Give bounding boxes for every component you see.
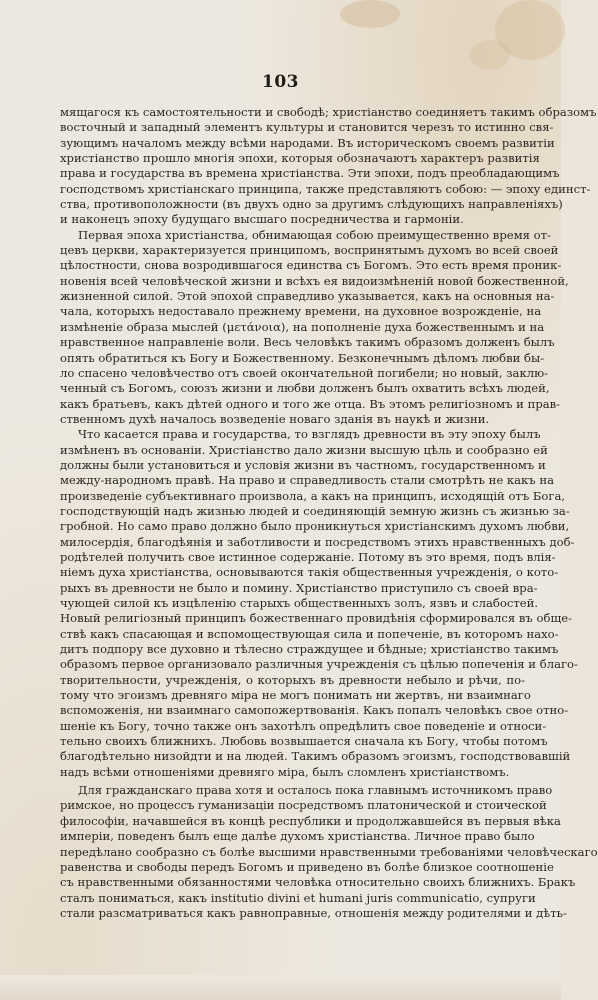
text-line: ства, противоположности (въ двухъ одно за другимъ слѣдующихъ направленіяхъ) bbox=[60, 197, 563, 212]
text-line: рыхъ въ древности не было и помину. Христіанство приступило съ своей вра- bbox=[60, 580, 538, 595]
text-line: тому что эгоизмъ древняго міра не могъ понимать ни жертвъ, ни взаимнаго bbox=[60, 688, 531, 703]
text-line: господствомъ христіанскаго принципа, также представляютъ собою: — эпоху единст- bbox=[60, 181, 591, 196]
text-line: надъ всѣми отношеніями древняго міра, былъ сломленъ христіанствомъ. bbox=[60, 764, 510, 779]
text-line: произведеніе субъективнаго произвола, а какъ на принципъ, исходящій отъ Бога, bbox=[60, 488, 566, 503]
text-line: римское, но процессъ гуманизаціи посредствомъ платонической и стоической bbox=[60, 798, 547, 813]
text-line: ственномъ духѣ началось возведеніе новаго зданія въ наукѣ и жизни. bbox=[60, 411, 490, 426]
text-line: вспоможенія, ни взаимнаго самопожертвованія. Какъ попалъ человѣкъ свое отно- bbox=[60, 703, 569, 718]
text-line: чующей силой къ изцѣленію старыхъ общественныхъ золъ, язвъ и слабостей. bbox=[60, 596, 539, 610]
text-line: и наконецъ эпоху будущаго высшаго посредничества и гармоніи. bbox=[60, 212, 464, 227]
text-line: стали разсматриваться какъ равноправные, отношенія между родителями и дѣть- bbox=[60, 905, 567, 920]
text-line: зующимъ началомъ между всѣми народами. Въ историческомъ своемъ развитіи bbox=[60, 135, 555, 150]
text-line: права и государства въ времена христіанства. Эти эпохи, подъ преобладающимъ bbox=[60, 166, 560, 181]
text-line: опять обратиться къ Богу и Божественному. Безконечнымъ дѣломъ любви бы- bbox=[60, 350, 545, 365]
text-line: Новый религіозный принципъ божественнаго провидѣнія сформировался въ обще- bbox=[60, 611, 573, 626]
paper-stain bbox=[340, 0, 400, 28]
text-line: цевъ церкви, характеризуется принципомъ, воспринятымъ духомъ во всей своей bbox=[60, 243, 559, 258]
text-line: восточный и западный элементъ культуры и становится черезъ то истинно свя- bbox=[60, 120, 554, 135]
text-line: измѣненъ въ основаніи. Христіанство дало жизни высшую цѣль и сообразно ей bbox=[60, 442, 548, 457]
text-line: Для гражданскаго права хотя и осталось пока главнымъ источникомъ право bbox=[78, 783, 553, 798]
text-line: шеніе къ Богу, точно также онъ захотѣлъ опредѣлить свое поведеніе и относи- bbox=[60, 718, 547, 733]
text-line: равенства и свободы передъ Богомъ и приведено въ болѣе близкое соотношеніе bbox=[60, 859, 554, 874]
text-line: имперіи, поведенъ былъ еще далѣе духомъ христіанства. Личное право было bbox=[60, 829, 535, 844]
text-line: передѣлано сообразно съ болѣе высшими нравственными требованіями человѣческаго bbox=[60, 844, 598, 859]
text-line: ніемъ духа христіанства, основываются такія общественныя учрежденія, о кото- bbox=[60, 565, 559, 580]
text-line: философіи, начавшейся въ концѣ республики и продолжавшейся въ первыя вѣка bbox=[60, 813, 561, 828]
text-line: ченный съ Богомъ, союзъ жизни и любви долженъ былъ охватить всѣхъ людей, bbox=[60, 381, 550, 396]
text-line: новенія всей человѣческой жизни и всѣхъ ея видоизмѣненій новой божественной, bbox=[60, 273, 569, 288]
paper-stain bbox=[470, 40, 510, 70]
text-line: съ нравственными обязанностями человѣка относительно своихъ ближнихъ. Бракъ bbox=[60, 875, 576, 890]
text-line: родѣтелей получить свое истинное содержаніе. Потому въ это время, подъ влія- bbox=[60, 549, 556, 564]
page-bottom-edge bbox=[0, 975, 561, 1000]
text-body bbox=[60, 105, 598, 921]
text-line: какъ братьевъ, какъ дѣтей одного и того же отца. Въ этомъ религіозномъ и прав- bbox=[60, 396, 561, 411]
text-line: дитъ подпору все духовно и тѣлесно страждущее и бѣдные; христіанство такимъ bbox=[60, 642, 559, 657]
text-line: творительности, учрежденія, о которыхъ въ древности небыло и рѣчи, по- bbox=[60, 672, 525, 687]
text-line: ло спасено человѣчество отъ своей окончательной погибели; но новый, заклю- bbox=[60, 365, 549, 380]
text-line: жизненной силой. Этой эпохой справедливо указывается, какъ на основныя на- bbox=[60, 289, 555, 304]
text-line: ствѣ какъ спасающая и вспомоществующая сила и попеченіе, въ которомъ нахо- bbox=[60, 626, 559, 641]
text-line: Что касается права и государства, то взглядъ древности въ эту эпоху былъ bbox=[78, 427, 541, 442]
text-line: цѣлостности, снова возродившагося единства съ Богомъ. Это есть время проник- bbox=[60, 258, 562, 273]
text-line: должны были установиться и условія жизни въ частномъ, государственномъ и bbox=[60, 457, 546, 472]
text-line: тельно своихъ ближнихъ. Любовь возвышается сначала къ Богу, чтобы потомъ bbox=[60, 734, 548, 749]
text-line: милосердія, благодѣянія и заботливости и посредствомъ этихъ нравственныхъ доб- bbox=[60, 534, 575, 549]
page-number: 103 bbox=[262, 72, 299, 92]
text-line: мящагося къ самостоятельности и свободѣ; христіанство соединяетъ такимъ образомъ bbox=[60, 105, 597, 119]
text-line: христіанство прошло многія эпохи, которыя обозначаютъ характеръ развитія bbox=[60, 151, 540, 166]
text-line: господствующій надъ жизнью людей и соединяющій земную жизнь съ жизнью за- bbox=[60, 503, 570, 518]
text-line: гробной. Но само право должно было проникнуться христіанскимъ духомъ любви, bbox=[60, 519, 570, 534]
text-line: чала, которыхъ недоставало прежнему времени, на духовное возрожденіе, на bbox=[60, 304, 542, 319]
text-line: Первая эпоха христіанства, обнимающая собою преимущественно время от- bbox=[78, 227, 551, 242]
text-line: между-народномъ правѣ. На право и справедливость стали смотрѣть не какъ на bbox=[60, 473, 555, 488]
text-line: нравственное направленіе воли. Весь человѣкъ такимъ образомъ долженъ былъ bbox=[60, 335, 555, 350]
text-line: сталъ пониматься, какъ institutio divini et humani juris communicatio, супруги bbox=[60, 890, 536, 905]
text-line: благодѣтельно низойдти и на людей. Такимъ образомъ эгоизмъ, господствовавшій bbox=[60, 749, 571, 764]
text-line: измѣненіе образа мыслей (μετάνοια), на пополненіе духа божественнымъ и на bbox=[60, 319, 545, 334]
text-line: образомъ первое организовало различныя учрежденія съ цѣлью попеченія и благо- bbox=[60, 657, 578, 672]
